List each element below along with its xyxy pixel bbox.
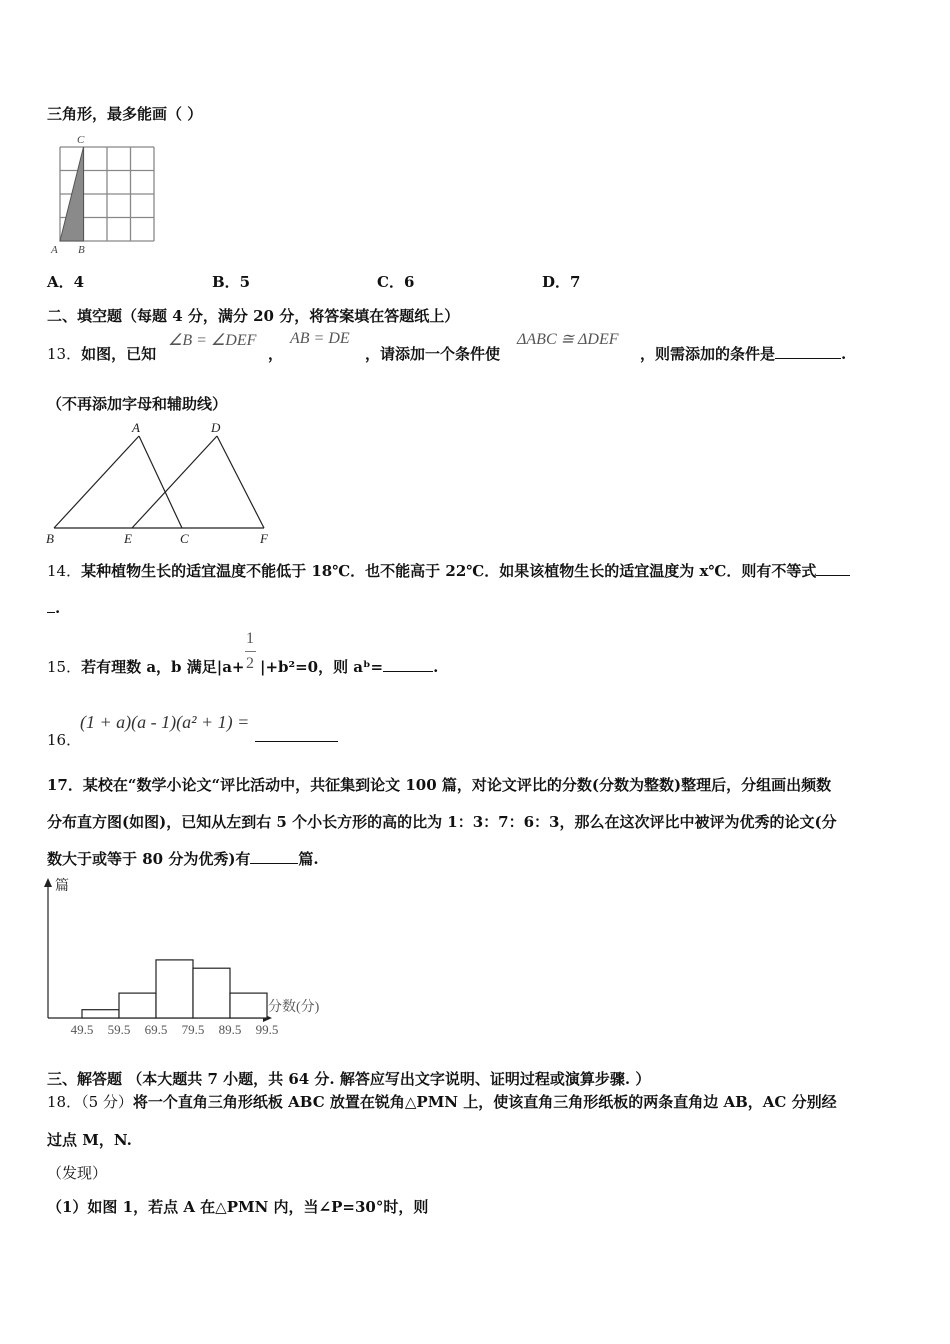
label-E: E xyxy=(124,531,132,546)
q13-triangles-figure xyxy=(44,418,279,550)
q18-number: 18． xyxy=(47,1093,82,1111)
y-axis-arrow xyxy=(44,878,52,887)
histogram-bar-79.5-89.5 xyxy=(193,968,230,1018)
q15-frac-den: 2 xyxy=(246,655,254,672)
label-A: A xyxy=(132,420,140,435)
histogram-bar-69.5-79.5 xyxy=(156,960,193,1018)
q12-stem-tail: 三角形，最多能画（ ） xyxy=(47,105,203,123)
q15-line-b xyxy=(260,656,438,677)
q17-line3a: 数大于或等于 80 分为优秀)有 xyxy=(47,850,251,868)
q14-line2 xyxy=(47,598,60,617)
q13-pre: 如图，已知 xyxy=(81,345,157,363)
q17-answer-blank xyxy=(250,849,298,864)
q15-answer-blank xyxy=(383,657,433,672)
q14-line1 xyxy=(47,560,850,581)
section3-title: 三、解答题 （本大题共 7 小题，共 64 分. 解答应写出文字说明、证明过程或演算步骤. ） xyxy=(47,1070,651,1088)
q18-part1: （1）如图 1，若点 A 在△PMN 内，当∠P=30°时，则 xyxy=(47,1198,429,1216)
label-a: A xyxy=(51,244,58,256)
q13-note: （不再添加字母和辅助线） xyxy=(47,395,228,413)
q13-answer-blank xyxy=(775,344,841,359)
q14-number: 14． xyxy=(47,562,82,580)
q15-frac-bar xyxy=(245,651,256,652)
q16-expression: (1 + a)(a - 1)(a² + 1) = xyxy=(80,712,250,732)
q17-line2: 分布直方图(如图)，已知从左到右 5 个小长方形的高的比为 1：3：7：6：3，那么在这次评比中被评为优秀的论文(分 xyxy=(47,813,837,831)
q17-line1: 17．某校在“数学小论文“评比活动中，共征集到论文 100 篇，对论文评比的分数(分数为整数)整理后，分组画出频数 xyxy=(47,776,832,794)
option-c: C．6 xyxy=(377,273,415,291)
q15-text-a: 若有理数 a，b 满足|a+ xyxy=(81,658,245,676)
section2-title: 二、填空题（每题 4 分，满分 20 分，将答案填在答题纸上） xyxy=(47,307,460,325)
q12-grid-figure xyxy=(50,132,165,257)
q13-lead xyxy=(47,343,156,364)
histogram-bar-49.5-59.5 xyxy=(82,1010,119,1018)
q18-discover: （发现） xyxy=(47,1164,108,1182)
histogram-chart xyxy=(38,874,338,1042)
q17-line3b: 篇. xyxy=(298,850,319,868)
q15-line xyxy=(47,656,245,677)
q13-math-sides: AB = DE xyxy=(290,330,350,347)
y-axis-label: 篇 xyxy=(55,879,69,894)
label-D: D xyxy=(211,420,221,435)
q15-end: . xyxy=(433,658,439,676)
q15-text-b: |+b²=0，则 aᵇ= xyxy=(260,658,384,676)
option-d: D．7 xyxy=(542,273,581,291)
q14-text: 某种植物生长的适宜温度不能低于 18℃．也不能高于 22℃．如果该植物生长的适宜温度为 x℃．则有不等式 xyxy=(81,562,817,580)
q14-answer-blank-cont xyxy=(47,598,55,613)
q13-comma: ， xyxy=(268,345,284,363)
label-c: C xyxy=(77,134,85,146)
label-C: C xyxy=(180,531,189,546)
histogram-bar-89.5-99.5 xyxy=(230,993,267,1018)
label-F: F xyxy=(260,531,268,546)
x-axis-label: 分数(分) xyxy=(268,1000,320,1015)
q17-line3 xyxy=(47,848,319,869)
option-b: B．5 xyxy=(212,273,251,291)
x-tick-label: 59.5 xyxy=(107,1022,131,1037)
q15-frac-num: 1 xyxy=(246,630,254,647)
q14-answer-blank xyxy=(816,561,850,576)
label-B: B xyxy=(46,531,54,546)
q16-answer-blank xyxy=(255,741,338,742)
label-b: B xyxy=(78,244,85,256)
x-tick-label: 69.5 xyxy=(144,1022,168,1037)
option-a: A．4 xyxy=(47,273,85,291)
q13-mid: ，请添加一个条件使 xyxy=(365,345,501,363)
q13-math-congruent: ΔABC ≅ ΔDEF xyxy=(517,331,619,348)
q18-line1 xyxy=(47,1091,837,1112)
q14-end: . xyxy=(55,599,61,617)
histogram-bar-59.5-69.5 xyxy=(119,993,156,1018)
x-tick-label: 99.5 xyxy=(255,1022,279,1037)
q13-tail-text: ，则需添加的条件是 xyxy=(640,345,776,363)
q18-score: （5 分） xyxy=(81,1093,133,1111)
q13-end: . xyxy=(841,345,847,363)
q18-line2: 过点 M，N. xyxy=(47,1131,132,1149)
q18-text1: 将一个直角三角形纸板 ABC 放置在锐角△PMN 上，使该直角三角形纸板的两条直角边 AB，AC 分别经 xyxy=(132,1093,837,1111)
q13-number: 13． xyxy=(47,345,82,363)
q16-number: 16． xyxy=(47,731,82,749)
x-tick-label: 89.5 xyxy=(218,1022,242,1037)
x-tick-label: 49.5 xyxy=(70,1022,94,1037)
x-tick-label: 79.5 xyxy=(181,1022,205,1037)
q13-tail xyxy=(640,343,846,364)
q15-number: 15． xyxy=(47,658,82,676)
q13-math-angles: ∠B = ∠DEF xyxy=(168,332,257,349)
